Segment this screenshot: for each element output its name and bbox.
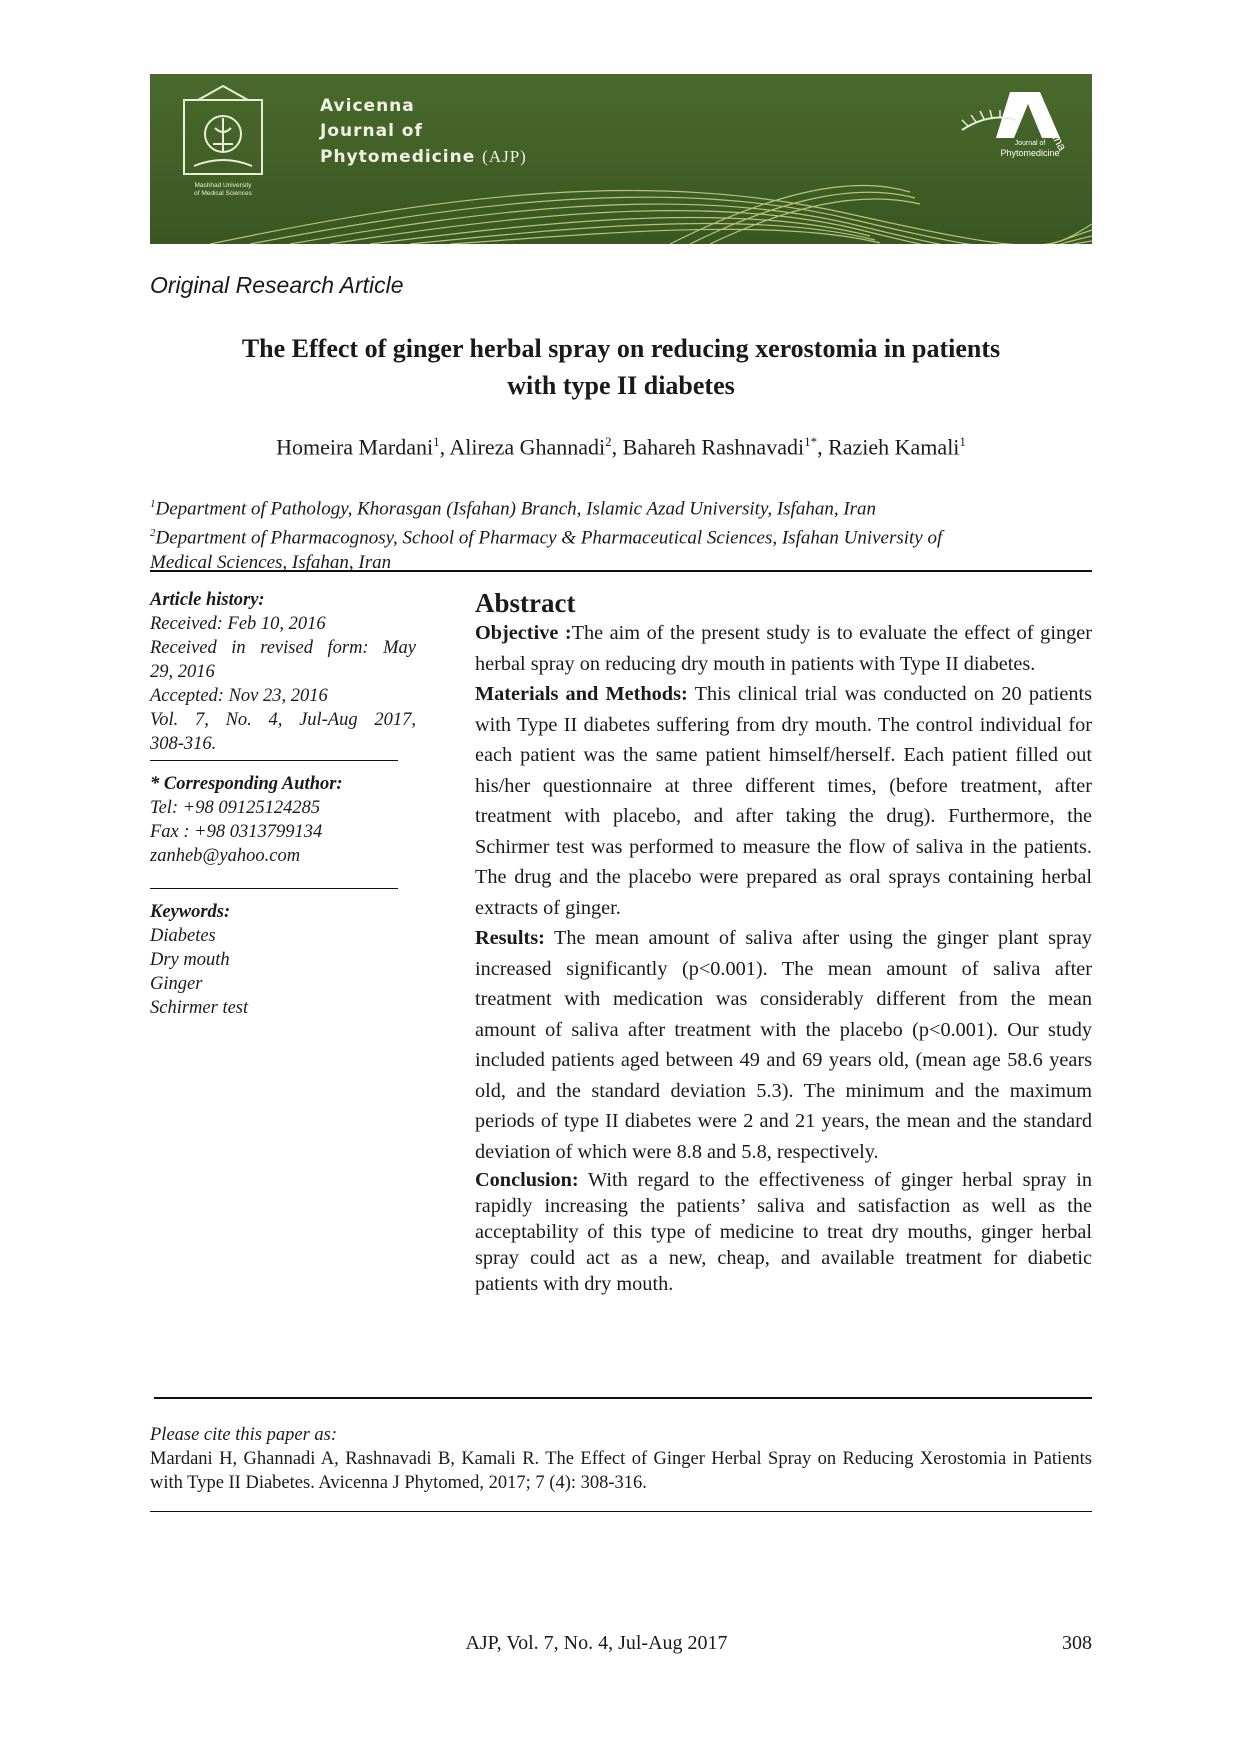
paper-title <box>150 330 1092 404</box>
journal-logo <box>950 82 1090 172</box>
keyword-item: Ginger <box>150 974 203 994</box>
author-name: Bahareh Rashnavadi <box>622 434 805 460</box>
journal-name-line3 <box>320 144 527 170</box>
abstract-results <box>475 923 1092 1167</box>
author-affiliation-mark: 1 <box>959 434 966 449</box>
corresponding-author <box>150 772 416 868</box>
conclusion-text: With regard to the effectiveness of ginger herbal spray in rapidly increasing the patients’ saliva and satisfaction as well as the acceptability of this type of medicine to treat dry mouths, ginger herbal spray could act as a new, cheap, and available treatment for diabetic patients with dry mouth. <box>475 1169 1092 1295</box>
page-number: 308 <box>1062 1632 1092 1654</box>
author-separator: , <box>439 434 450 460</box>
author-separator: , <box>817 434 829 460</box>
abstract-divider <box>154 1397 1092 1399</box>
objective-text: The aim of the present study is to evaluate the effect of ginger herbal spray on reducing dry mouth in patients with Type II diabetes. <box>475 622 1092 675</box>
revised-date-line2: 29, 2016 <box>150 662 215 682</box>
author-name: Alireza Ghannadi <box>449 434 606 460</box>
affiliation-1 <box>150 492 1092 521</box>
abstract-methods <box>475 679 1092 923</box>
author-affiliation-mark: 1* <box>804 434 818 449</box>
methods-text: This clinical trial was conducted on 20 patients with Type II diabetes suffering from dry mouth. The control individual for each patient was the same patient himself/herself. Each patient filled out his/her questionnaire at three different times, (before treatment, after treatment with placebo, and after taking the drug). Furthermore, the Schirmer test was performed to measure the flow of saliva in the patients. The drug and the placebo were prepared as oral sprays containing herbal extracts of ginger. <box>475 683 1092 919</box>
results-text: The mean amount of saliva after using the ginger plant spray increased significantly (p<0.001). The mean amount of saliva after treatment with medication was considerably different from the mean amount of saliva after treatment with the placebo (p<0.001). Our study included patients aged between 49 and 69 years old, (mean age 58.6 years old, and the standard deviation 5.3). The minimum and the maximum periods of type II diabetes were 2 and 21 years, the mean and the standard deviation of which were 8.8 and 5.8, respectively. <box>475 927 1092 1163</box>
revised-date-line1: Received in revised form: May <box>150 638 416 658</box>
avicenna-a-logo-icon <box>950 82 1090 142</box>
paper-title-line2: with type II diabetes <box>507 371 735 400</box>
accepted-date: Accepted: Nov 23, 2016 <box>150 686 328 706</box>
logo-journal-of: Journal of <box>1014 140 1046 147</box>
journal-name-line2: Journal of <box>320 121 423 141</box>
footer-journal-info: AJP, Vol. 7, No. 4, Jul-Aug 2017 <box>465 1632 728 1654</box>
corresponding-fax: Fax : +98 0313799134 <box>150 822 323 842</box>
logo-phytomedicine: Phytomedicine <box>1000 148 1060 158</box>
author-separator: , <box>611 434 623 460</box>
keyword-item: Schirmer test <box>150 998 249 1018</box>
sidebar-divider <box>150 760 398 761</box>
affiliations <box>150 492 1092 575</box>
methods-label: Materials and Methods: <box>475 683 688 705</box>
corresponding-tel: Tel: +98 09125124285 <box>150 798 321 818</box>
citation <box>150 1423 1092 1495</box>
author-name: Razieh Kamali <box>828 434 960 460</box>
affiliation-mark: 1 <box>150 498 156 510</box>
results-label: Results: <box>475 927 545 949</box>
author-list <box>150 434 1092 460</box>
citation-text: Mardani H, Ghannadi A, Rashnavadi B, Kamali R. The Effect of Ginger Herbal Spray on Reducing Xerostomia in Patients with Type II Diabetes. Avicenna J Phytomed, 2017; 7 (4): 308-316. <box>150 1449 1092 1493</box>
volume-info-line1: Vol. 7, No. 4, Jul-Aug 2017, <box>150 710 416 730</box>
affiliation-text: Department of Pathology, Khorasgan (Isfahan) Branch, Islamic Azad University, Isfahan, Iran <box>155 498 877 520</box>
paper-title-line1: The Effect of ginger herbal spray on reducing xerostomia in patients <box>241 334 1001 363</box>
keyword-item: Diabetes <box>150 926 216 946</box>
journal-name-line1: Avicenna <box>320 96 415 116</box>
volume-info-line2: 308-316. <box>150 734 217 754</box>
author-affiliation-mark: 1 <box>433 434 440 449</box>
abstract-objective <box>475 618 1092 679</box>
abstract-conclusion <box>475 1167 1092 1297</box>
citation-divider <box>150 1511 1092 1512</box>
article-history <box>150 588 416 756</box>
journal-name-phyto: Phytomedicine <box>320 147 476 167</box>
keywords-heading: Keywords: <box>150 902 231 922</box>
objective-label: Objective : <box>475 622 572 644</box>
header-divider <box>150 570 1092 572</box>
university-name-line1: Mashhad University <box>194 182 252 189</box>
conclusion-label: Conclusion: <box>475 1169 579 1191</box>
affiliation-text: Department of Pharmacognosy, School of Pharmacy & Pharmaceutical Sciences, Isfahan University of <box>155 527 943 549</box>
affiliation-mark: 2 <box>150 527 156 540</box>
article-history-heading: Article history: <box>150 590 265 610</box>
journal-name <box>320 94 527 170</box>
citation-lead: Please cite this paper as: <box>150 1425 338 1445</box>
affiliation-2 <box>150 521 1092 550</box>
university-name-line2: of Medical Sciences <box>194 190 252 197</box>
author-affiliation-mark: 2 <box>605 434 612 449</box>
received-date: Received: Feb 10, 2016 <box>150 614 326 634</box>
article-type: Original Research Article <box>150 272 404 298</box>
journal-banner <box>150 74 1092 244</box>
keywords <box>150 900 416 1020</box>
keyword-item: Dry mouth <box>150 950 230 970</box>
university-seal-icon <box>168 82 278 182</box>
logo-arc-text: vicenna <box>1037 110 1070 154</box>
university-seal <box>168 82 278 232</box>
sidebar-divider <box>150 888 398 889</box>
author-name: Homeira Mardani <box>276 434 434 460</box>
affiliation-2-continued: Medical Sciences, Isfahan, Iran <box>150 551 392 573</box>
abstract <box>475 588 1092 1297</box>
journal-abbreviation: (AJP) <box>482 147 527 166</box>
corresponding-email: zanheb@yahoo.com <box>150 846 301 866</box>
abstract-heading: Abstract <box>475 588 576 618</box>
corresponding-author-heading: * Corresponding Author: <box>150 774 343 794</box>
